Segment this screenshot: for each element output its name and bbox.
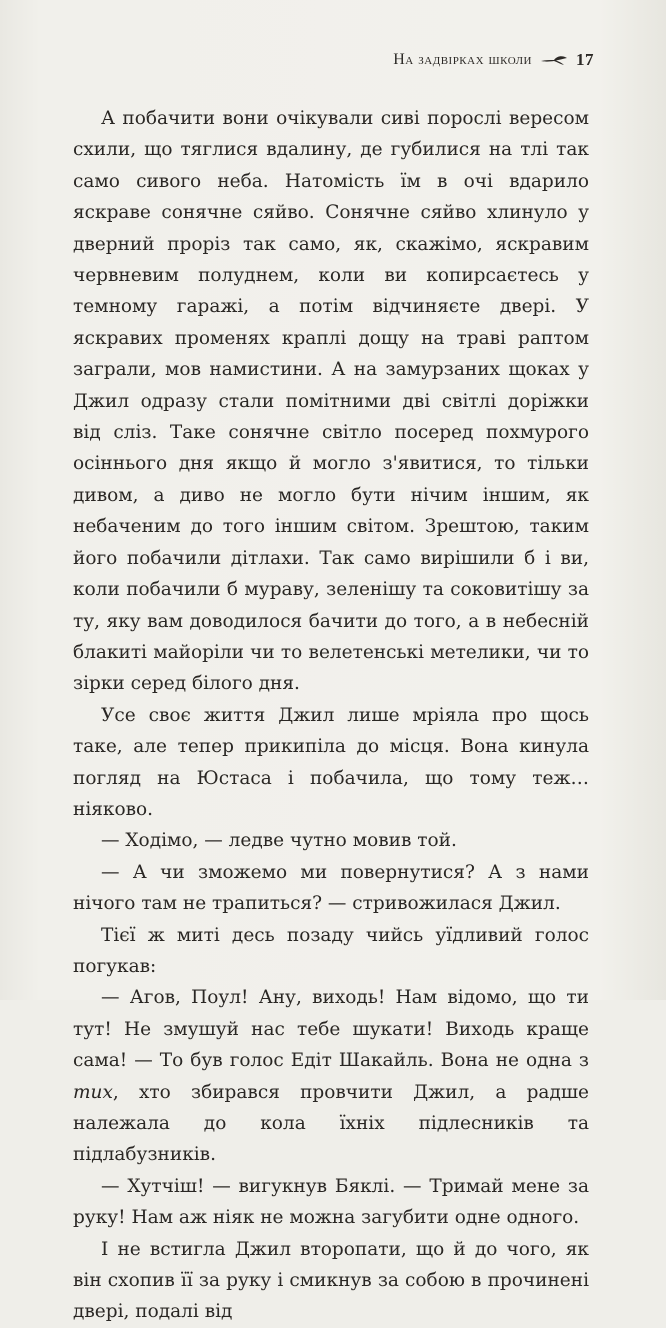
dialogue-line: — Хутчіш! — вигукнув Бяклі. — Тримай мене за руку! Нам аж ніяк не можна загубити одне одного. bbox=[73, 1175, 589, 1229]
dialogue-text: — Агов, Поул! Ану, виходь! Нам відомо, що ти тут! Не змушуй нас тебе шукати! Виходь краще сама! — То був голос Едіт Шакайль. Вона не одна з bbox=[73, 987, 589, 1072]
dialogue-line bbox=[73, 982, 589, 1170]
running-title: На задвірках школи bbox=[393, 51, 532, 68]
body-text bbox=[73, 103, 589, 1328]
paragraph: Тієї ж миті десь позаду чийсь уїдливий голос погукав: bbox=[73, 924, 589, 977]
dialogue-line: — Ходімо, — ледве чутно мовив той. bbox=[101, 830, 457, 852]
paragraph: А побачити вони очікували сиві порослі вересом схили, що тяглися вдалину, де губилися на тлі так само сивого неба. Натомість їм в очі вдарило яскраве сонячне сяйво. Сонячне сяйво хлинуло у дверний проріз так само, як, скажімо, яскравим червневим полуднем, коли ви копирсаєтесь у темному гаражі, а потім відчиняєте двері. У яскравих променях краплі дощу на траві раптом заграли, мов намистини. А на замурзаних щоках у Джил одразу стали помітними дві світлі доріжки від сліз. Таке сонячне світло посеред похмурого осіннього дня якщо й могло з'явитися, то тільки дивом, а диво не могло бути нічим іншим, як небаченим до того іншим світом. Зрештою, таким його побачили дітлахи. Так само вирішили б і ви, коли побачили б мураву, зеленішу та соковитішу за ту, яку вам доводилося бачити до того, а в небесній блакиті майоріли чи то велетенські метелики, чи то зірки серед білого дня. bbox=[73, 108, 589, 695]
dialogue-text: , хто збирався провчити Джил, а радше належала до кола їхніх підлесників та підлабузників. bbox=[73, 1081, 589, 1166]
leaf-ornament-icon bbox=[540, 54, 568, 66]
dialogue-line: — А чи зможемо ми повернутися? А з нами нічого там не трапиться? — стривожилася Джил. bbox=[73, 861, 589, 915]
page-number: 17 bbox=[576, 50, 594, 69]
running-head bbox=[393, 50, 594, 70]
paragraph: І не встигла Джил второпати, що й до чого, як він схопив її за руку і смикнув за собою в прочинені двері, подалі від bbox=[73, 1238, 589, 1323]
italic-word: тих bbox=[73, 1081, 113, 1103]
paragraph: Усе своє життя Джил лише мріяла про щось таке, але тепер прикипіла до місця. Вона кинула погляд на Юстаса і побачила, що тому теж… ніяково. bbox=[73, 704, 589, 820]
